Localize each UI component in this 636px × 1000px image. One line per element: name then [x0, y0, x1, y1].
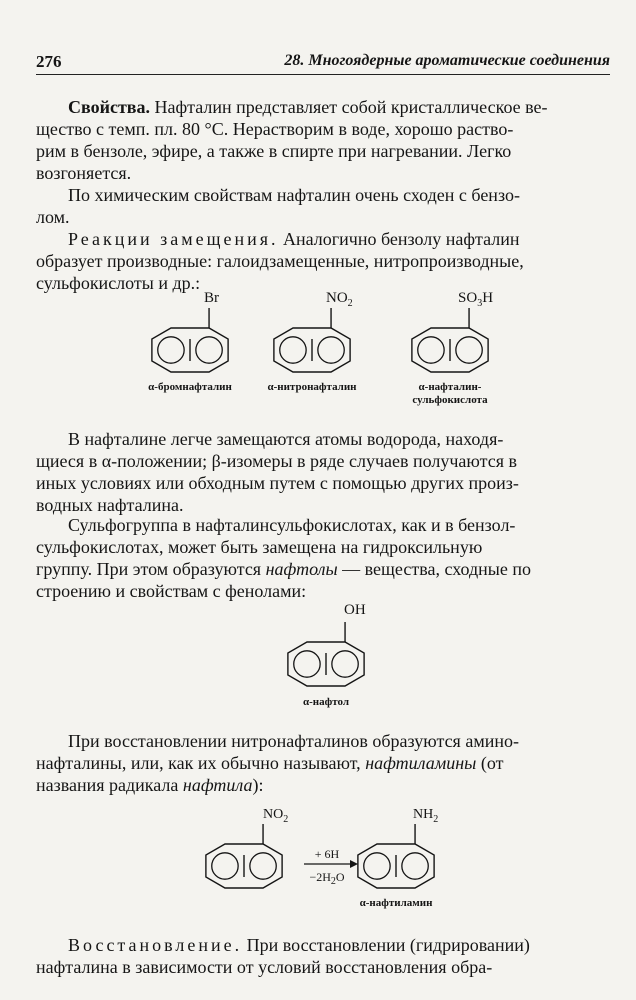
alpha-line-3: иных условиях или обходным путем с помощью других произ- [36, 473, 519, 493]
alpha-line-1: В нафталине легче замещаются атомы водорода, находя- [68, 429, 504, 449]
naphthalenesulfonic-acid-name-2: сульфокислота [412, 394, 488, 406]
sulfo-line-4: строению и свойствам с фенолами: [36, 581, 307, 601]
bromonaphthalene-name: α-бромнафталин [148, 381, 232, 393]
nitronaphthalene-name: α-нитронафталин [267, 381, 357, 393]
sulfo-paragraph [36, 514, 610, 602]
bromo-group-label: Br [204, 290, 219, 306]
naphthylamines-term: нафтиламины [365, 753, 477, 773]
properties-line-1: Нафталин представляет собой кристаллическое ве- [150, 97, 548, 117]
substitution-line-1: Аналогично бензолу нафталин [278, 229, 520, 249]
reduction-line-1: При восстановлении нитронафталинов образуются амино- [68, 731, 519, 751]
similarity-line-1: По химическим свойствам нафталин очень сходен с бензо- [68, 185, 520, 205]
naphthalenesulfonic-acid-name-1: α-нафталин- [418, 381, 482, 393]
naphthols-term: нафтолы [265, 559, 338, 579]
hydrogenation-line-2: нафталина в зависимости от условий восстановления обра- [36, 957, 493, 977]
reaction-arrow-head [350, 860, 358, 868]
arrow-reagent-top: + 6H [314, 847, 340, 861]
reduction-line-3a: названия радикала [36, 775, 183, 795]
aromatic-ring-left [212, 853, 238, 879]
sulfo-group-label: $SO_3H$ [458, 290, 494, 309]
aromatic-ring-left [364, 853, 390, 879]
sulfo-line-3b: — вещества, сходные по [337, 559, 531, 579]
reduction-line-2b: (от [476, 753, 504, 773]
substitution-lead: Реакции замещения. [68, 229, 279, 249]
alpha-line-2: щиеся в α-положении; β-изомеры в ряде случаев получаются в [36, 451, 517, 471]
hydrogenation-paragraph [36, 934, 610, 978]
substitution-line-3: сульфокислоты и др.: [36, 273, 201, 293]
alpha-position-paragraph [36, 428, 610, 516]
hydrogenation-lead: Восстановление. [68, 935, 243, 955]
hydroxyl-group-label: OH [344, 602, 366, 618]
product-amino-label: $NH_2$ [413, 807, 439, 825]
naphthyl-term: нафтила [182, 775, 253, 795]
aromatic-ring-left [158, 337, 184, 363]
reduction-paragraph [36, 730, 610, 796]
aromatic-ring-left [280, 337, 306, 363]
aromatic-ring-left [418, 337, 444, 363]
sulfo-line-3a: группу. При этом образуются [36, 559, 266, 579]
naphthol-name: α-нафтол [302, 696, 350, 708]
reduction-line-2a: нафталины, или, как их обычно называют, [36, 753, 366, 773]
aromatic-ring-left [294, 651, 320, 677]
aromatic-ring-right [196, 337, 222, 363]
nitro-group-label: $NO_2$ [326, 290, 353, 309]
reduction-line-3b: ): [252, 775, 264, 795]
aromatic-ring-right [402, 853, 428, 879]
aromatic-ring-right [318, 337, 344, 363]
sulfo-line-2: сульфокислотах, может быть замещена на гидроксильную [36, 537, 483, 557]
page-number: 276 [36, 52, 62, 71]
aromatic-ring-right [250, 853, 276, 879]
arrow-reagent-bottom: $-2H_2O$ [309, 870, 345, 887]
naphthylamine-name: α-нафтиламин [359, 897, 433, 909]
properties-line-2: щество с темп. пл. 80 °С. Нерастворим в воде, хорошо раство- [36, 119, 514, 139]
properties-lead: Свойства. [68, 97, 151, 117]
reactant-nitro-label: $NO_2$ [263, 807, 289, 825]
substitution-line-2: образует производные: галоидзамещенные, нитропроизводные, [36, 251, 524, 271]
running-title: 28. Многоядерные ароматические соединения [284, 52, 610, 69]
aromatic-ring-right [332, 651, 358, 677]
properties-line-4: возгоняется. [36, 163, 132, 183]
similarity-line-2: лом. [36, 207, 70, 227]
sulfo-line-1: Сульфогруппа в нафталинсульфокислотах, как и в бензол- [68, 515, 516, 535]
alpha-line-4: водных нафталина. [36, 495, 184, 515]
properties-line-3: рим в бензоле, эфире, а также в спирте при нагревании. Легко [36, 141, 512, 161]
hydrogenation-line-1: При восстановлении (гидрировании) [242, 935, 530, 955]
aromatic-ring-right [456, 337, 482, 363]
